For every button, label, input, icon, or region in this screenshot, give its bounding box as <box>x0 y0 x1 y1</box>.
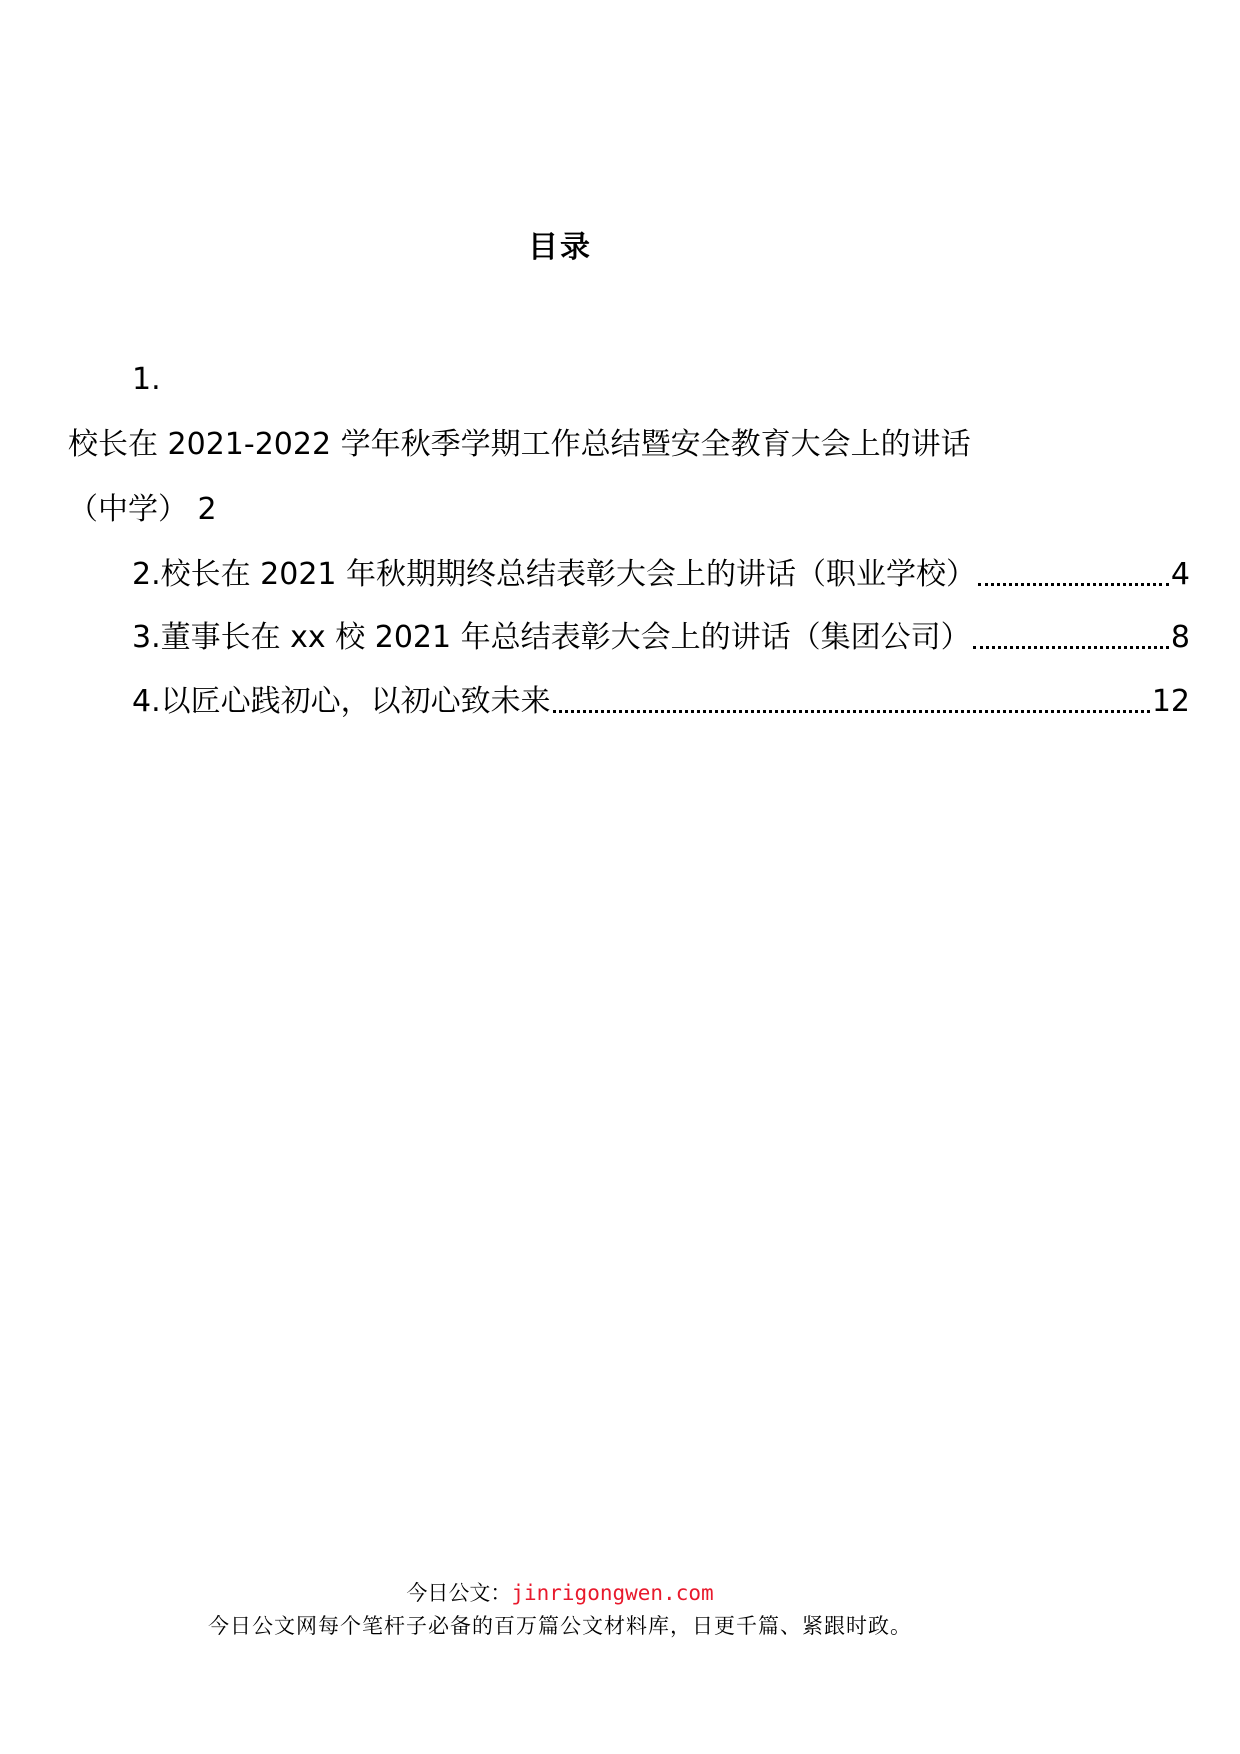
toc-leader-dots <box>973 646 1169 649</box>
footer-slogan: 今日公文网每个笔杆子必备的百万篇公文材料库，日更千篇、紧跟时政。 <box>208 1614 912 1638</box>
toc-entry-3[interactable] <box>132 618 1190 658</box>
toc-leader-dots <box>978 583 1169 586</box>
toc-entry-1-number[interactable]: 1. <box>132 362 161 397</box>
toc-entry-3-text: 3.董事长在 xx 校 2021 年总结表彰大会上的讲话（集团公司） <box>132 620 971 655</box>
toc-entry-2-text: 2.校长在 2021 年秋期期终总结表彰大会上的讲话（职业学校） <box>132 557 977 592</box>
footer-site-url[interactable]: jinrigongwen.com <box>511 1581 714 1605</box>
footer-site-label: 今日公文： <box>406 1581 512 1605</box>
toc-title: 目录 <box>528 230 592 265</box>
toc-entry-4-text: 4.以匠心践初心，以初心致未来 <box>132 684 551 719</box>
toc-leader-dots <box>553 710 1150 713</box>
toc-entry-3-page: 8 <box>1170 620 1190 655</box>
toc-entry-1-text[interactable]: 校长在 2021-2022 学年秋季学期工作总结暨安全教育大会上的讲话 <box>68 427 971 462</box>
toc-entry-2-page: 4 <box>1170 557 1190 592</box>
footer-site-line <box>0 1578 1120 1608</box>
toc-entry-2[interactable] <box>132 555 1190 595</box>
toc-entry-1-continuation[interactable]: （中学） 2 <box>68 492 217 527</box>
toc-entry-4[interactable] <box>132 682 1190 722</box>
toc-entry-4-page: 12 <box>1151 684 1190 719</box>
